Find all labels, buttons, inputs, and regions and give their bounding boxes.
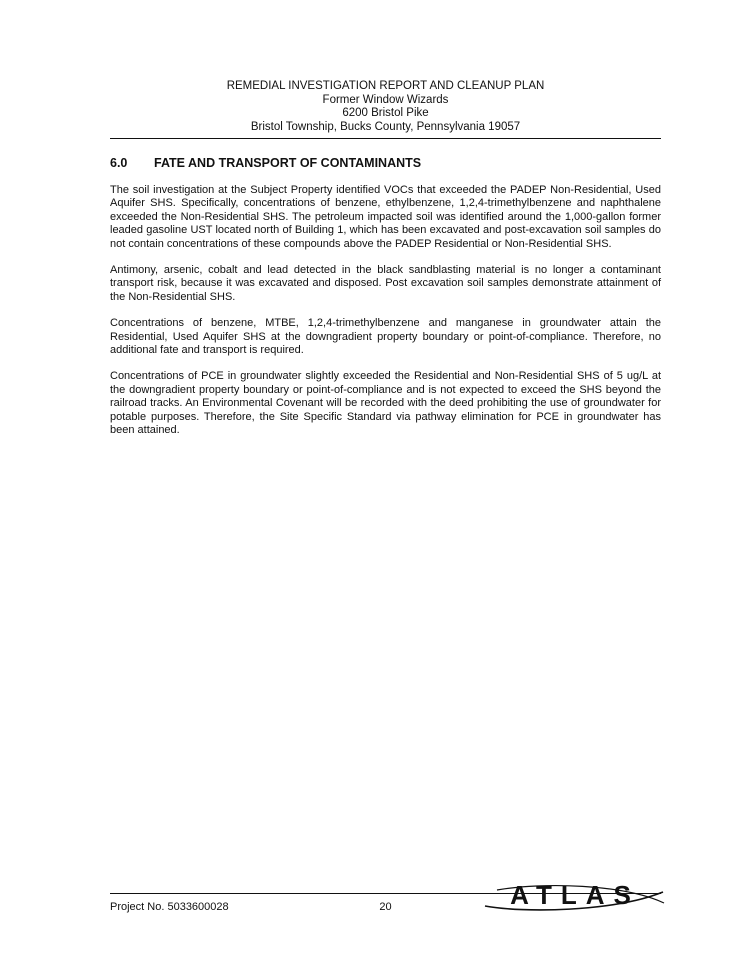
document-page: [110, 0, 661, 960]
paragraph-soil-investigation: The soil investigation at the Subject Property identified VOCs that exceeded the PADEP Non-Residential, Used Aquifer SHS. Specifically, concentrations of benzene, ethylbenzene, 1,2,4-trimethylbenzene and naphthalene exceeded the Non-Residential SHS. The petroleum impacted soil was identified around the 1,000-gallon former leaded gasoline UST located north of Building 1, which has been excavated and post-excavation soil samples do not contain concentrations of these compounds above the PADEP Residential or Non-Residential SHS.: [110, 184, 661, 250]
document-footer: [110, 880, 661, 913]
header-title-line: REMEDIAL INVESTIGATION REPORT AND CLEANUP PLAN: [226, 80, 545, 92]
paragraph-groundwater-attainment: Concentrations of benzene, MTBE, 1,2,4-trimethylbenzene and manganese in groundwater attain the Residential, Used Aquifer SHS at the downgradient property boundary or point-of-compliance. Therefore, no additional fate and transport is required.: [110, 317, 661, 357]
atlas-logo: [483, 876, 667, 916]
paragraph-pce: Concentrations of PCE in groundwater slightly exceeded the Residential and Non-Residential SHS of 5 ug/L at the downgradient property boundary or point-of-compliance and is not expected to exceed the SHS beyond the railroad tracks. An Environmental Covenant will be recorded with the deed prohibiting the use of groundwater for potable purposes. Therefore, the Site Specific Standard via pathway elimination for PCE in groundwater has been attained.: [110, 370, 661, 437]
header-site-name: Former Window Wizards: [322, 93, 449, 106]
section-body: [110, 184, 661, 438]
header-address-line: 6200 Bristol Pike: [342, 107, 429, 119]
footer-page-number: 20: [379, 901, 392, 913]
section-title: FATE AND TRANSPORT OF CONTAMINANTS: [154, 156, 422, 170]
footer-project-number: Project No. 5033600028: [110, 901, 229, 913]
document-header: [110, 0, 661, 139]
header-divider: [110, 138, 661, 139]
section-number: 6.0: [110, 156, 128, 170]
paragraph-sandblasting: Antimony, arsenic, cobalt and lead detected in the black sandblasting material is no longer a contaminant transport risk, because it was excavated and disposed. Post excavation soil samples demonstrate attainment of the Non-Residential SHS.: [110, 264, 661, 303]
logo-wordmark: ATLAS: [510, 880, 640, 910]
section-heading: [110, 156, 661, 170]
header-city-line: Bristol Township, Bucks County, Pennsylvania 19057: [250, 120, 521, 133]
